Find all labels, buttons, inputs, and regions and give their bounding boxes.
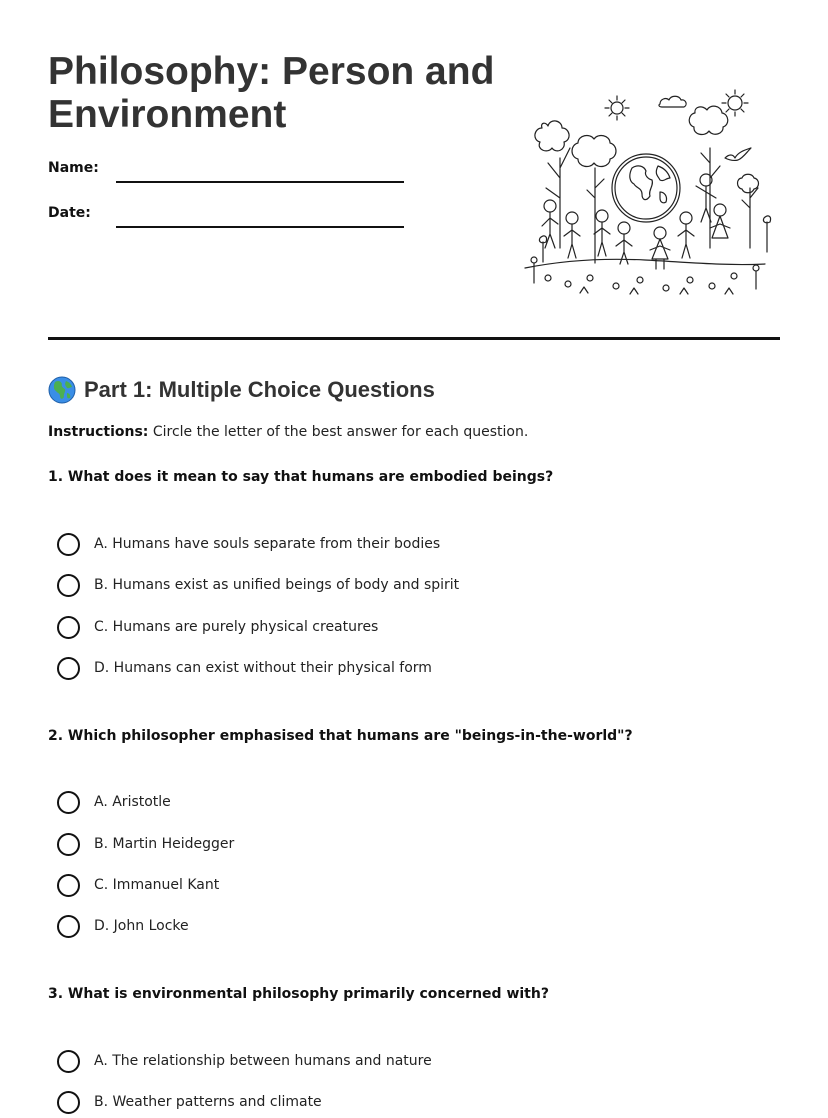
question-1: 1. What does it mean to say that humans are embodied beings?: [48, 469, 554, 485]
question-3: 3. What is environmental philosophy primarily concerned with?: [48, 986, 549, 1002]
answer-option[interactable]: [57, 614, 378, 640]
answer-option[interactable]: [57, 831, 234, 857]
instructions: [48, 424, 528, 440]
date-field: [48, 205, 408, 229]
tree-icon: [689, 106, 728, 248]
option-text: B. Martin Heidegger: [94, 836, 235, 852]
tree-icon: [738, 174, 759, 248]
tree-icon: [572, 136, 616, 263]
radio-circle[interactable]: [57, 833, 80, 856]
section-title: Part 1: Multiple Choice Questions: [84, 377, 435, 402]
answer-option[interactable]: [57, 531, 440, 557]
answer-option[interactable]: [57, 655, 432, 681]
answer-option[interactable]: [57, 572, 459, 598]
option-text: B. Humans exist as unified beings of body and spirit: [94, 577, 460, 593]
option-text: A. The relationship between humans and nature: [94, 1053, 432, 1069]
globe-icon: [48, 376, 76, 404]
option-text: A. Aristotle: [94, 794, 171, 810]
children-group-icon: [542, 174, 730, 269]
answer-option[interactable]: [57, 1048, 432, 1074]
date-label: Date:: [48, 205, 91, 221]
radio-circle[interactable]: [57, 657, 80, 680]
radio-circle[interactable]: [57, 1050, 80, 1073]
name-write-line[interactable]: [116, 181, 404, 183]
name-label: Name:: [48, 160, 99, 176]
sun-icon: [722, 90, 748, 116]
radio-circle[interactable]: [57, 1091, 80, 1114]
option-text: D. Humans can exist without their physical form: [94, 660, 432, 676]
option-text: A. Humans have souls separate from their bodies: [94, 536, 441, 552]
answer-option[interactable]: [57, 913, 189, 939]
instructions-label: Instructions:: [48, 424, 149, 440]
date-write-line[interactable]: [116, 226, 404, 228]
name-field: [48, 160, 408, 184]
radio-circle[interactable]: [57, 616, 80, 639]
earth-globe-icon: [612, 154, 680, 222]
instructions-text: Circle the letter of the best answer for each question.: [152, 424, 529, 440]
worksheet-title: Philosophy: Person and Environment: [48, 50, 495, 136]
radio-circle[interactable]: [57, 574, 80, 597]
option-text: C. Humans are purely physical creatures: [94, 619, 379, 635]
radio-circle[interactable]: [57, 791, 80, 814]
option-text: B. Weather patterns and climate: [94, 1094, 322, 1110]
radio-circle[interactable]: [57, 874, 80, 897]
question-2: 2. Which philosopher emphasised that humans are "beings-in-the-world"?: [48, 728, 633, 744]
answer-option[interactable]: [57, 789, 171, 815]
children-earth-illustration: [520, 88, 772, 302]
flowers-icon: [525, 216, 771, 294]
sun-icon: [605, 96, 629, 120]
radio-circle[interactable]: [57, 533, 80, 556]
section-heading: [48, 374, 435, 406]
bird-icon: [725, 148, 751, 160]
header-divider: [48, 337, 780, 340]
answer-option[interactable]: [57, 872, 219, 898]
radio-circle[interactable]: [57, 915, 80, 938]
cloud-icon: [659, 96, 686, 107]
option-text: D. John Locke: [94, 918, 189, 934]
answer-option[interactable]: [57, 1089, 322, 1115]
option-text: C. Immanuel Kant: [94, 877, 220, 893]
tree-icon: [535, 121, 570, 248]
